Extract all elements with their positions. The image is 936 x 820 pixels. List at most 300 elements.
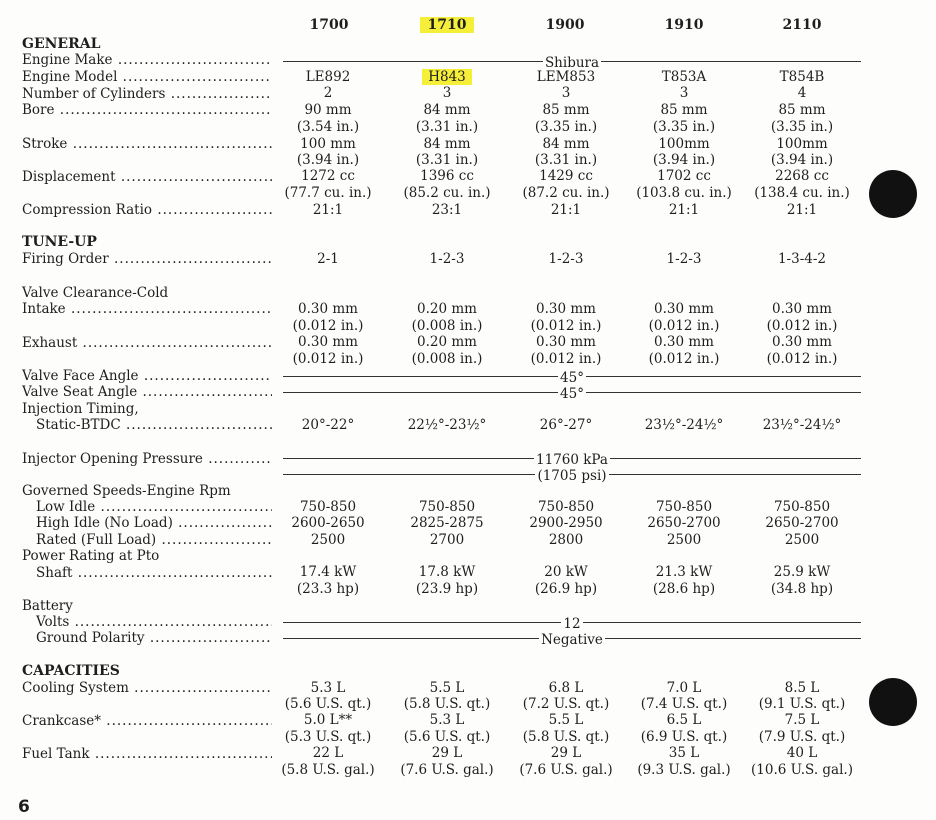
cell-cooling-qt-1710 <box>386 696 508 712</box>
cell-stroke-1910 <box>623 136 745 152</box>
cell-cooling-qt-2110 <box>741 696 863 712</box>
cell-cooling-2110 <box>741 680 863 696</box>
cell-value: (3.31 in.) <box>415 119 479 135</box>
cell-value: 5.3 L <box>429 712 465 728</box>
cell-value: 21:1 <box>786 202 818 218</box>
cell-bore-in-2110 <box>741 119 863 135</box>
cell-value: 21.3 kW <box>655 564 713 580</box>
cell-value: (5.8 U.S. gal.) <box>281 762 375 778</box>
cell-exhaust-in-1910 <box>623 351 745 367</box>
cell-value: 3 <box>679 85 689 101</box>
cell-engine-model-1910 <box>623 69 745 85</box>
label-stroke: Stroke ..... <box>22 136 272 152</box>
cell-value: H843 <box>422 69 472 85</box>
label-valve-face: Valve Face Angle ..... <box>22 368 272 384</box>
cell-value: 85 mm <box>660 102 708 118</box>
cell-intake-in-1900 <box>505 318 627 334</box>
cell-value: 35 L <box>668 745 700 761</box>
cell-value: 22½°-23½° <box>407 417 487 433</box>
label-low-idle: Low Idle ..... <box>36 499 272 515</box>
cell-rated-1700 <box>267 532 389 548</box>
label-fuel-tank: Fuel Tank ..... <box>22 746 272 762</box>
cell-value: (34.8 hp) <box>770 581 834 597</box>
column-header-1910: 1910 <box>664 17 704 33</box>
cell-intake-in-2110 <box>741 318 863 334</box>
cell-value: 2650-2700 <box>647 515 721 531</box>
cell-value: 2500 <box>666 532 702 548</box>
cell-static-btdc-1700 <box>267 417 389 433</box>
cell-value: 0.20 mm <box>417 334 477 350</box>
cell-low-idle-2110 <box>741 499 863 515</box>
label-intake: Intake ..... <box>22 301 272 317</box>
cell-displacement-in-1910 <box>623 185 745 201</box>
span-injector-pressure-2: (1705 psi) <box>283 465 861 481</box>
cell-intake-1710 <box>386 301 508 317</box>
section-capacities: CAPACITIES <box>22 663 120 679</box>
cell-value: 8.5 L <box>784 680 820 696</box>
cell-value: 5.3 L <box>310 680 346 696</box>
cell-stroke-in-1910 <box>623 152 745 168</box>
cell-value: 6.5 L <box>666 712 702 728</box>
cell-shaft-kw-1710 <box>386 564 508 580</box>
cell-bore-1900 <box>505 102 627 118</box>
cell-shaft-kw-1910 <box>623 564 745 580</box>
cell-value: 20 kW <box>544 564 588 580</box>
cell-value: (0.012 in.) <box>292 351 364 367</box>
label-power-rating: Power Rating at Pto <box>22 548 160 564</box>
cell-shaft-hp-1710 <box>386 581 508 597</box>
cell-exhaust-1700 <box>267 334 389 350</box>
cell-value: (3.54 in.) <box>296 119 360 135</box>
cell-value: (5.8 U.S. qt.) <box>522 729 610 745</box>
cell-value: (7.6 U.S. gal.) <box>400 762 494 778</box>
cell-shaft-hp-1700 <box>267 581 389 597</box>
label-cylinders: Number of Cylinders ..... <box>22 86 272 102</box>
cell-displacement-in-1700 <box>267 185 389 201</box>
cell-firing-order-1910 <box>623 251 745 267</box>
cell-value: (5.6 U.S. qt.) <box>403 729 491 745</box>
cell-value: 84 mm <box>423 136 471 152</box>
cell-value: 100 mm <box>300 136 356 152</box>
cell-compression-1910 <box>623 202 745 218</box>
cell-value: 7.5 L <box>784 712 820 728</box>
label-crankcase: Crankcase* ..... <box>22 713 272 729</box>
cell-cylinders-1910 <box>623 85 745 101</box>
label-exhaust: Exhaust ..... <box>22 335 272 351</box>
cell-value: (0.012 in.) <box>530 351 602 367</box>
cell-intake-in-1710 <box>386 318 508 334</box>
cell-value: 1272 cc <box>301 168 355 184</box>
cell-crankcase-qt-1900 <box>505 729 627 745</box>
cell-rated-1900 <box>505 532 627 548</box>
cell-low-idle-1900 <box>505 499 627 515</box>
cell-value: 3 <box>442 85 452 101</box>
cell-value: 2 <box>323 85 333 101</box>
label-static-btdc: Static-BTDC ..... <box>36 417 272 433</box>
cell-value: 2-1 <box>317 251 339 267</box>
highlight-mark: 1710 <box>420 17 475 33</box>
cell-crankcase-qt-1700 <box>267 729 389 745</box>
cell-cooling-1910 <box>623 680 745 696</box>
cell-value: 0.30 mm <box>772 301 832 317</box>
column-header-1710 <box>392 17 502 33</box>
cell-value: T854B <box>779 69 825 85</box>
cell-value: (0.008 in.) <box>411 351 483 367</box>
cell-value: 2600-2650 <box>291 515 365 531</box>
cell-intake-2110 <box>741 301 863 317</box>
cell-value: 84 mm <box>542 136 590 152</box>
span-injector-pressure-1: 11760 kPa <box>283 449 861 465</box>
cell-value: (0.012 in.) <box>648 351 720 367</box>
cell-value: (23.3 hp) <box>296 581 360 597</box>
cell-fuel-tank-gal-1910 <box>623 762 745 778</box>
label-rated: Rated (Full Load) ..... <box>36 532 272 548</box>
cell-crankcase-1710 <box>386 712 508 728</box>
cell-bore-in-1910 <box>623 119 745 135</box>
cell-intake-1700 <box>267 301 389 317</box>
cell-value: (0.012 in.) <box>530 318 602 334</box>
cell-value: (3.35 in.) <box>770 119 834 135</box>
cell-crankcase-2110 <box>741 712 863 728</box>
cell-value: 1429 cc <box>539 168 593 184</box>
cell-shaft-hp-1910 <box>623 581 745 597</box>
cell-displacement-2110 <box>741 168 863 184</box>
cell-value: 17.4 kW <box>299 564 357 580</box>
label-compression: Compression Ratio ..... <box>22 202 272 218</box>
column-header-1700: 1700 <box>309 17 349 33</box>
cell-rated-2110 <box>741 532 863 548</box>
cell-value: (6.9 U.S. qt.) <box>640 729 728 745</box>
cell-value: 21:1 <box>668 202 700 218</box>
cell-value: 23½°-24½° <box>762 417 842 433</box>
cell-stroke-in-1900 <box>505 152 627 168</box>
cell-fuel-tank-gal-1900 <box>505 762 627 778</box>
cell-value: 25.9 kW <box>773 564 831 580</box>
cell-cylinders-1900 <box>505 85 627 101</box>
cell-static-btdc-1710 <box>386 417 508 433</box>
cell-displacement-1910 <box>623 168 745 184</box>
cell-value: 84 mm <box>423 102 471 118</box>
cell-value: (3.94 in.) <box>770 152 834 168</box>
cell-static-btdc-1900 <box>505 417 627 433</box>
cell-value: 3 <box>561 85 571 101</box>
cell-value: 2825-2875 <box>410 515 484 531</box>
cell-shaft-hp-1900 <box>505 581 627 597</box>
cell-value: 23:1 <box>431 202 463 218</box>
cell-exhaust-2110 <box>741 334 863 350</box>
cell-value: 22 L <box>312 745 344 761</box>
cell-value: 2900-2950 <box>529 515 603 531</box>
cell-fuel-tank-2110 <box>741 745 863 761</box>
column-header-1900: 1900 <box>545 17 585 33</box>
cell-exhaust-1710 <box>386 334 508 350</box>
cell-value: 750-850 <box>418 499 476 515</box>
cell-compression-1900 <box>505 202 627 218</box>
cell-value: LEM853 <box>536 69 596 85</box>
cell-crankcase-1910 <box>623 712 745 728</box>
cell-value: (3.31 in.) <box>534 152 598 168</box>
span-valve-face: 45° <box>283 367 861 383</box>
cell-value: 5.5 L <box>429 680 465 696</box>
span-ground-polarity: Negative <box>283 629 861 645</box>
cell-value: (3.35 in.) <box>652 119 716 135</box>
cell-value: 750-850 <box>773 499 831 515</box>
cell-low-idle-1910 <box>623 499 745 515</box>
cell-shaft-hp-2110 <box>741 581 863 597</box>
cell-stroke-1710 <box>386 136 508 152</box>
cell-value: 2500 <box>784 532 820 548</box>
cell-value: 2650-2700 <box>765 515 839 531</box>
label-engine-make: Engine Make ..... <box>22 52 272 68</box>
cell-value: (87.2 cu. in.) <box>522 185 610 201</box>
cell-fuel-tank-1900 <box>505 745 627 761</box>
cell-value: 0.30 mm <box>298 301 358 317</box>
cell-value: 26°-27° <box>539 417 593 433</box>
cell-value: 5.5 L <box>548 712 584 728</box>
cell-cooling-qt-1700 <box>267 696 389 712</box>
cell-exhaust-in-1900 <box>505 351 627 367</box>
cell-cylinders-2110 <box>741 85 863 101</box>
label-firing-order: Firing Order ..... <box>22 251 272 267</box>
cell-value: (7.9 U.S. qt.) <box>758 729 846 745</box>
cell-displacement-1710 <box>386 168 508 184</box>
cell-value: 0.30 mm <box>654 334 714 350</box>
cell-value: 40 L <box>786 745 818 761</box>
cell-value: (28.6 hp) <box>652 581 716 597</box>
cell-value: (3.35 in.) <box>534 119 598 135</box>
cell-cooling-qt-1910 <box>623 696 745 712</box>
cell-high-idle-1710 <box>386 515 508 531</box>
cell-stroke-1700 <box>267 136 389 152</box>
cell-displacement-in-2110 <box>741 185 863 201</box>
cell-value: (9.3 U.S. gal.) <box>637 762 731 778</box>
cell-stroke-in-2110 <box>741 152 863 168</box>
cell-firing-order-1900 <box>505 251 627 267</box>
label-displacement: Displacement ..... <box>22 169 272 185</box>
cell-value: (0.012 in.) <box>648 318 720 334</box>
label-engine-model: Engine Model ..... <box>22 69 272 85</box>
cell-fuel-tank-1700 <box>267 745 389 761</box>
cell-firing-order-1700 <box>267 251 389 267</box>
cell-value: 1-2-3 <box>429 251 465 267</box>
cell-cooling-1700 <box>267 680 389 696</box>
cell-value: 29 L <box>550 745 582 761</box>
cell-value: (77.7 cu. in.) <box>284 185 372 201</box>
cell-value: 1396 cc <box>420 168 474 184</box>
cell-crankcase-qt-2110 <box>741 729 863 745</box>
span-valve-seat: 45° <box>283 383 861 399</box>
page-number: 6 <box>18 797 30 817</box>
label-bore: Bore ..... <box>22 102 272 118</box>
cell-exhaust-1910 <box>623 334 745 350</box>
cell-compression-1710 <box>386 202 508 218</box>
cell-value: (0.012 in.) <box>766 351 838 367</box>
cell-displacement-1900 <box>505 168 627 184</box>
cell-intake-in-1700 <box>267 318 389 334</box>
cell-value: 1-3-4-2 <box>777 251 827 267</box>
cell-bore-1910 <box>623 102 745 118</box>
cell-value: 100mm <box>658 136 710 152</box>
cell-shaft-kw-1700 <box>267 564 389 580</box>
cell-fuel-tank-1710 <box>386 745 508 761</box>
label-governed-speeds: Governed Speeds-Engine Rpm <box>22 483 231 499</box>
cell-firing-order-1710 <box>386 251 508 267</box>
cell-value: (7.4 U.S. qt.) <box>640 696 728 712</box>
cell-exhaust-1900 <box>505 334 627 350</box>
cell-high-idle-1910 <box>623 515 745 531</box>
cell-value: 750-850 <box>299 499 357 515</box>
cell-fuel-tank-1910 <box>623 745 745 761</box>
label-valve-clearance: Valve Clearance-Cold <box>22 285 169 301</box>
cell-bore-in-1900 <box>505 119 627 135</box>
cell-value: (0.012 in.) <box>292 318 364 334</box>
cell-value: 85 mm <box>542 102 590 118</box>
label-battery: Battery <box>22 598 73 614</box>
cell-value: 6.8 L <box>548 680 584 696</box>
cell-value: 23½°-24½° <box>644 417 724 433</box>
cell-value: 100mm <box>776 136 828 152</box>
cell-bore-in-1710 <box>386 119 508 135</box>
section-general: GENERAL <box>22 36 101 52</box>
cell-intake-1900 <box>505 301 627 317</box>
cell-fuel-tank-gal-1700 <box>267 762 389 778</box>
cell-value: (3.94 in.) <box>296 152 360 168</box>
cell-bore-in-1700 <box>267 119 389 135</box>
cell-crankcase-1900 <box>505 712 627 728</box>
cell-stroke-1900 <box>505 136 627 152</box>
cell-shaft-kw-2110 <box>741 564 863 580</box>
cell-value: 2700 <box>429 532 465 548</box>
span-volts: 12 <box>283 613 861 629</box>
cell-value: 2500 <box>310 532 346 548</box>
cell-value: (3.31 in.) <box>415 152 479 168</box>
cell-static-btdc-2110 <box>741 417 863 433</box>
cell-cooling-1710 <box>386 680 508 696</box>
cell-compression-2110 <box>741 202 863 218</box>
cell-bore-2110 <box>741 102 863 118</box>
cell-bore-1710 <box>386 102 508 118</box>
cell-engine-model-1900 <box>505 69 627 85</box>
cell-cooling-qt-1900 <box>505 696 627 712</box>
cell-engine-model-2110 <box>741 69 863 85</box>
cell-value: 1702 cc <box>657 168 711 184</box>
cell-intake-1910 <box>623 301 745 317</box>
cell-value: 0.30 mm <box>772 334 832 350</box>
cell-value: 4 <box>797 85 807 101</box>
cell-low-idle-1700 <box>267 499 389 515</box>
cell-cylinders-1700 <box>267 85 389 101</box>
cell-fuel-tank-gal-1710 <box>386 762 508 778</box>
cell-value: 7.0 L <box>666 680 702 696</box>
cell-value: (10.6 U.S. gal.) <box>751 762 853 778</box>
cell-value: 0.30 mm <box>536 334 596 350</box>
cell-stroke-in-1710 <box>386 152 508 168</box>
cell-value: (7.6 U.S. gal.) <box>519 762 613 778</box>
cell-value: 1-2-3 <box>548 251 584 267</box>
cell-value: (5.3 U.S. qt.) <box>284 729 372 745</box>
cell-intake-in-1910 <box>623 318 745 334</box>
cell-cylinders-1710 <box>386 85 508 101</box>
cell-value: 21:1 <box>312 202 344 218</box>
cell-value: 5.0 L** <box>303 712 353 728</box>
cell-static-btdc-1910 <box>623 417 745 433</box>
binder-hole-top <box>869 170 917 218</box>
label-cooling: Cooling System ..... <box>22 680 272 696</box>
cell-stroke-in-1700 <box>267 152 389 168</box>
label-injector-pressure: Injector Opening Pressure ..... <box>22 451 272 467</box>
cell-crankcase-qt-1910 <box>623 729 745 745</box>
cell-value: 21:1 <box>550 202 582 218</box>
column-header-2110: 2110 <box>782 17 822 33</box>
cell-value: 85 mm <box>778 102 826 118</box>
label-ground-polarity: Ground Polarity ..... <box>36 630 272 646</box>
cell-fuel-tank-gal-2110 <box>741 762 863 778</box>
cell-value: 2268 cc <box>775 168 829 184</box>
cell-shaft-kw-1900 <box>505 564 627 580</box>
cell-value: 0.20 mm <box>417 301 477 317</box>
cell-value: (0.008 in.) <box>411 318 483 334</box>
cell-value: T853A <box>661 69 707 85</box>
cell-exhaust-in-2110 <box>741 351 863 367</box>
cell-value: 1-2-3 <box>666 251 702 267</box>
cell-value: LE892 <box>305 69 351 85</box>
label-shaft: Shaft ..... <box>36 565 272 581</box>
cell-value: (3.94 in.) <box>652 152 716 168</box>
cell-value: 29 L <box>431 745 463 761</box>
cell-value: (5.6 U.S. qt.) <box>284 696 372 712</box>
cell-value: (9.1 U.S. qt.) <box>758 696 846 712</box>
label-volts: Volts ..... <box>36 614 272 630</box>
cell-value: 20°-22° <box>301 417 355 433</box>
cell-stroke-2110 <box>741 136 863 152</box>
cell-value: 0.30 mm <box>536 301 596 317</box>
cell-low-idle-1710 <box>386 499 508 515</box>
cell-high-idle-1700 <box>267 515 389 531</box>
cell-value: (0.012 in.) <box>766 318 838 334</box>
cell-displacement-in-1710 <box>386 185 508 201</box>
cell-exhaust-in-1700 <box>267 351 389 367</box>
cell-displacement-in-1900 <box>505 185 627 201</box>
cell-high-idle-1900 <box>505 515 627 531</box>
cell-crankcase-qt-1710 <box>386 729 508 745</box>
cell-value: (5.8 U.S. qt.) <box>403 696 491 712</box>
cell-value: (138.4 cu. in.) <box>754 185 850 201</box>
cell-rated-1710 <box>386 532 508 548</box>
cell-value: 0.30 mm <box>298 334 358 350</box>
cell-firing-order-2110 <box>741 251 863 267</box>
cell-exhaust-in-1710 <box>386 351 508 367</box>
binder-hole-bottom <box>869 678 917 726</box>
cell-value: 2800 <box>548 532 584 548</box>
cell-value: (23.9 hp) <box>415 581 479 597</box>
cell-crankcase-1700 <box>267 712 389 728</box>
cell-cooling-1900 <box>505 680 627 696</box>
cell-engine-model-1710 <box>386 69 508 85</box>
cell-value: 750-850 <box>655 499 713 515</box>
cell-engine-model-1700 <box>267 69 389 85</box>
label-high-idle: High Idle (No Load) ..... <box>36 515 272 531</box>
cell-value: 750-850 <box>537 499 595 515</box>
cell-value: 17.8 kW <box>418 564 476 580</box>
span-engine-make: Shibura <box>283 52 861 68</box>
cell-compression-1700 <box>267 202 389 218</box>
cell-high-idle-2110 <box>741 515 863 531</box>
cell-value: (7.2 U.S. qt.) <box>522 696 610 712</box>
cell-value: (26.9 hp) <box>534 581 598 597</box>
label-injection-timing: Injection Timing, <box>22 401 139 417</box>
cell-value: 90 mm <box>304 102 352 118</box>
cell-value: (103.8 cu. in.) <box>636 185 732 201</box>
